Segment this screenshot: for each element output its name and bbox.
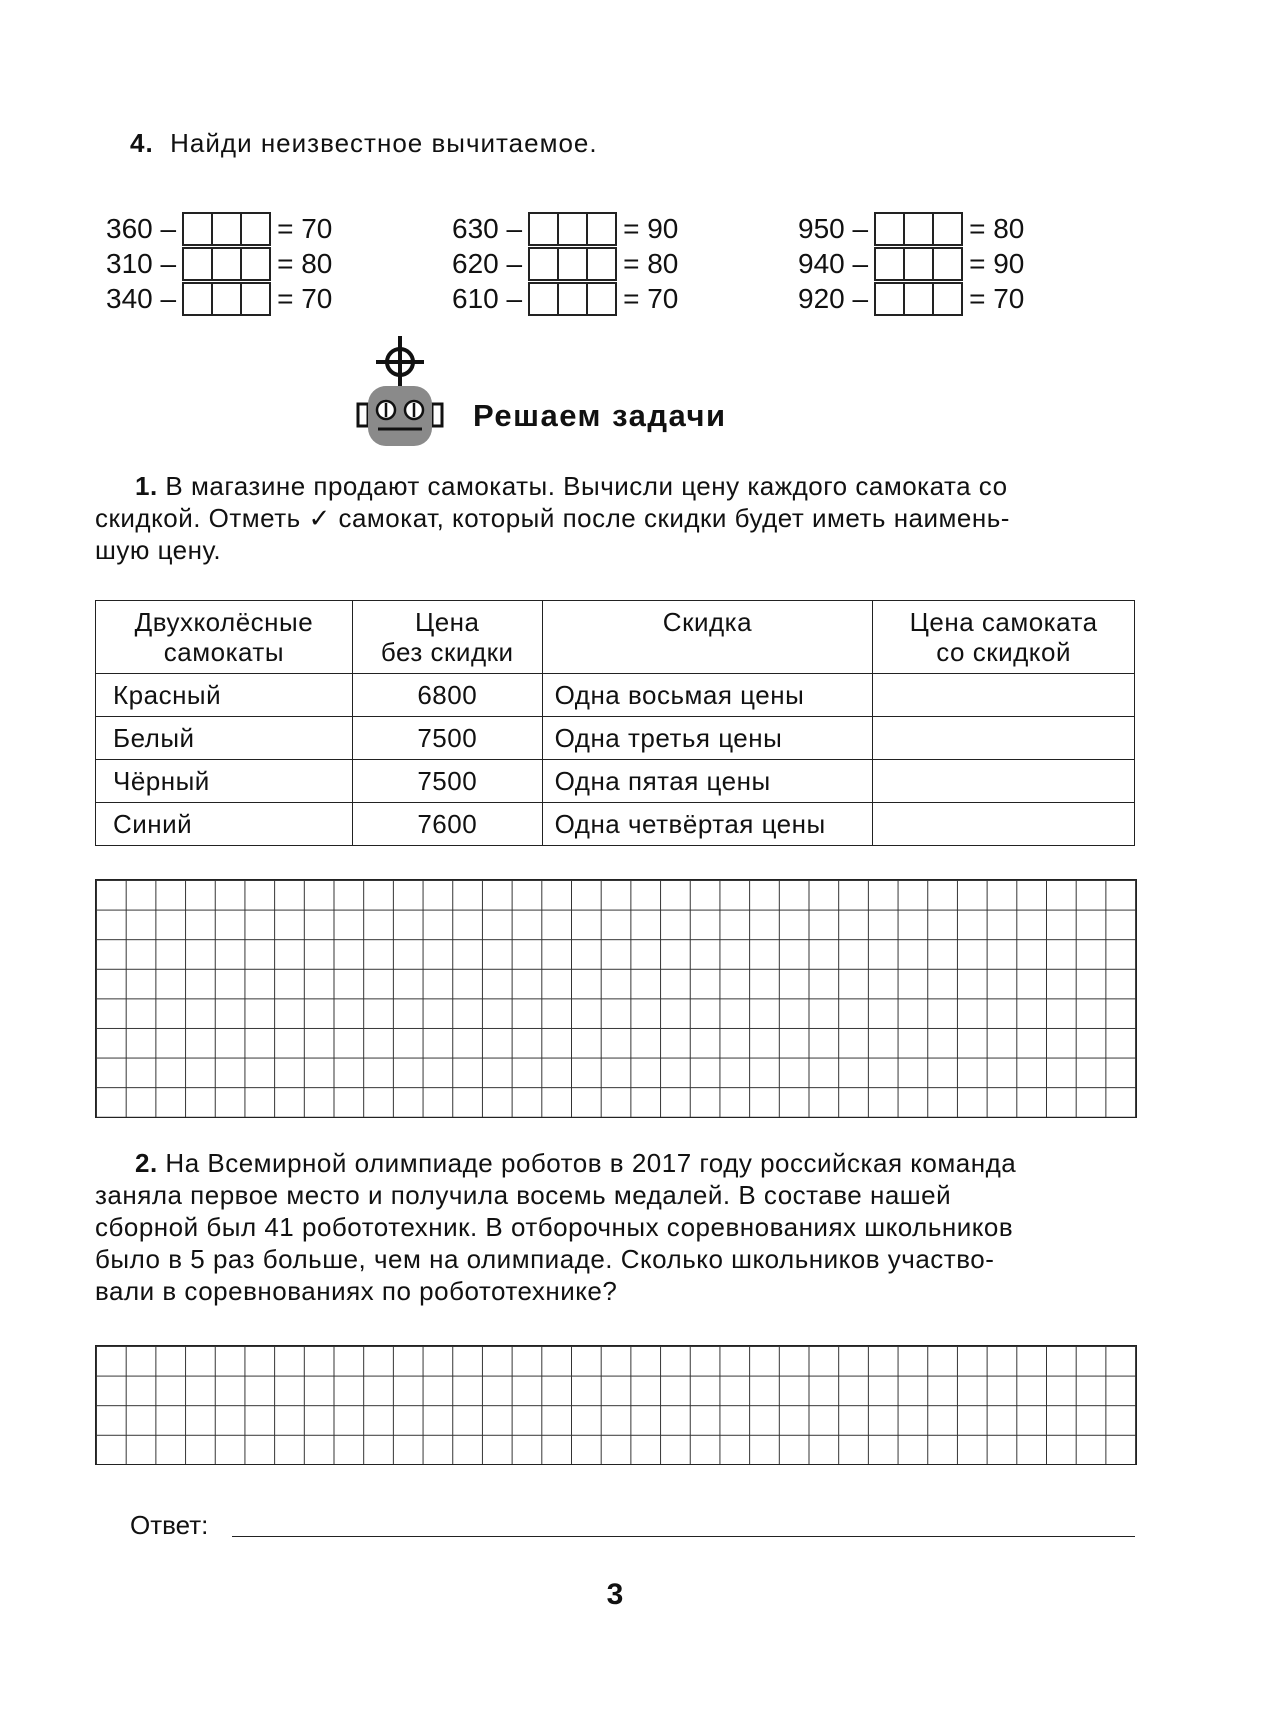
discounted-price-cell[interactable] <box>873 674 1135 717</box>
equation-result: = 80 <box>623 248 679 279</box>
answer-line[interactable] <box>232 1536 1135 1537</box>
equation-result: = 70 <box>969 283 1025 314</box>
table-row <box>96 803 1135 846</box>
task-4-text: Найди неизвестное вычитаемое. <box>170 128 598 158</box>
problem-2-number: 2. <box>135 1148 158 1178</box>
scooter-name: Синий <box>96 803 353 846</box>
equation-result: = 70 <box>277 283 333 314</box>
discounted-price-cell[interactable] <box>873 803 1135 846</box>
equation-minuend: 310 – <box>106 248 177 279</box>
equation-minuend: 610 – <box>452 283 523 314</box>
scooter-price: 7500 <box>352 760 542 803</box>
answer-digit-boxes[interactable] <box>874 247 963 281</box>
problem-2-line: заняла первое место и получила восемь медалей. В составе нашей <box>95 1180 952 1210</box>
equation-minuend: 360 – <box>106 213 177 244</box>
equation-result: = 90 <box>623 213 679 244</box>
answer-digit-boxes[interactable] <box>182 282 271 316</box>
table-row <box>96 760 1135 803</box>
equation-result: = 90 <box>969 248 1025 279</box>
answer-label: Ответ: <box>130 1510 209 1540</box>
answer-digit-boxes[interactable] <box>528 212 617 246</box>
answer-digit-boxes[interactable] <box>528 282 617 316</box>
column-header: Двухколёсные самокаты <box>96 601 353 674</box>
equation-minuend: 950 – <box>798 213 869 244</box>
column-header: Цена без скидки <box>352 601 542 674</box>
problem-2-line: вали в соревнованиях по робототехнике? <box>95 1276 618 1306</box>
problem-2-line: было в 5 раз больше, чем на олимпиаде. Сколько школьников участво- <box>95 1244 995 1274</box>
equation-minuend: 630 – <box>452 213 523 244</box>
scooter-price: 7600 <box>352 803 542 846</box>
task-4-title <box>130 128 598 159</box>
discounted-price-cell[interactable] <box>873 760 1135 803</box>
equation-result: = 70 <box>623 283 679 314</box>
equation-result: = 80 <box>277 248 333 279</box>
table-row <box>96 674 1135 717</box>
scooter-discount: Одна восьмая цены <box>542 674 873 717</box>
column-header: Скидка <box>542 601 873 674</box>
equation-row <box>106 283 332 315</box>
problem-2-line: сборной был 41 робототехник. В отборочных соревнованиях школьников <box>95 1212 1014 1242</box>
answer-digit-boxes[interactable] <box>874 282 963 316</box>
equation-row <box>106 248 332 280</box>
robot-icon <box>352 330 448 450</box>
scooter-discount: Одна третья цены <box>542 717 873 760</box>
answer-digit-boxes[interactable] <box>528 247 617 281</box>
problem-1-number: 1. <box>135 471 158 501</box>
problem-1-line: шую цену. <box>95 535 222 565</box>
equation-row <box>798 213 1024 245</box>
scooter-name: Красный <box>96 674 353 717</box>
task-4-number: 4. <box>130 128 154 158</box>
problem-2-text <box>95 1147 1135 1307</box>
equation-row <box>798 283 1024 315</box>
equation-minuend: 620 – <box>452 248 523 279</box>
answer-digit-boxes[interactable] <box>182 247 271 281</box>
equation-row <box>452 213 678 245</box>
scooter-name: Белый <box>96 717 353 760</box>
equation-row <box>106 213 332 245</box>
table-row <box>96 717 1135 760</box>
equation-row <box>452 283 678 315</box>
column-header: Цена самоката со скидкой <box>873 601 1135 674</box>
problem-1-line: скидкой. Отметь ✓ самокат, который после скидки будет иметь наимень- <box>95 503 1010 533</box>
equation-result: = 80 <box>969 213 1025 244</box>
scooter-name: Чёрный <box>96 760 353 803</box>
page-number: 3 <box>606 1578 624 1611</box>
work-grid-problem-1[interactable] <box>95 879 1137 1118</box>
problem-1-text <box>95 470 1135 566</box>
scooter-discount: Одна четвёртая цены <box>542 803 873 846</box>
equation-result: = 70 <box>277 213 333 244</box>
scooter-price-table <box>95 600 1135 846</box>
table-header-row <box>96 601 1135 674</box>
scooter-price: 6800 <box>352 674 542 717</box>
equation-row <box>452 248 678 280</box>
answer-digit-boxes[interactable] <box>182 212 271 246</box>
work-grid-problem-2[interactable] <box>95 1345 1137 1465</box>
equation-minuend: 340 – <box>106 283 177 314</box>
answer-digit-boxes[interactable] <box>874 212 963 246</box>
scooter-price: 7500 <box>352 717 542 760</box>
section-title: Решаем задачи <box>473 398 727 433</box>
discounted-price-cell[interactable] <box>873 717 1135 760</box>
equation-minuend: 940 – <box>798 248 869 279</box>
problem-2-line: На Всемирной олимпиаде роботов в 2017 году российская команда <box>165 1148 1017 1178</box>
problem-1-line: В магазине продают самокаты. Вычисли цену каждого самоката со <box>165 471 1008 501</box>
scooter-discount: Одна пятая цены <box>542 760 873 803</box>
equation-minuend: 920 – <box>798 283 869 314</box>
equation-row <box>798 248 1024 280</box>
